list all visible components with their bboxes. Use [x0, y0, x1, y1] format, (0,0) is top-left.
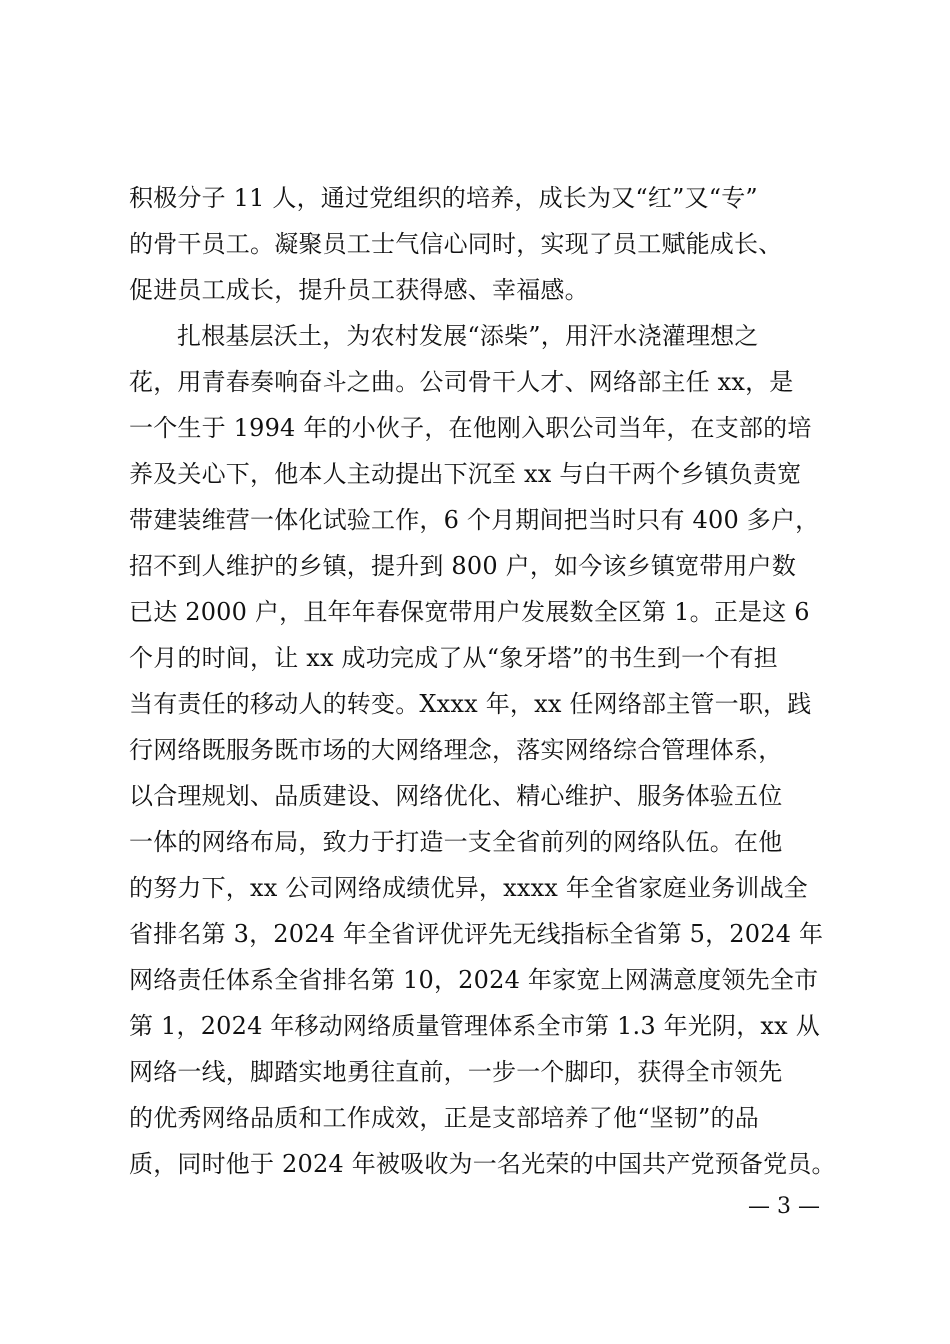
text-line: 带建装维营一体化试验工作，6 个月期间把当时只有 400 多户，: [129, 506, 820, 534]
text-line: 一个生于 1994 年的小伙子，在他刚入职公司当年，在支部的培: [129, 414, 812, 442]
text-line: 第 1，2024 年移动网络质量管理体系全市第 1.3 年光阴，xx 从: [129, 1012, 820, 1040]
text-line: 个月的时间，让 xx 成功完成了从“象牙塔”的书生到一个有担: [129, 644, 778, 672]
text-line: 的努力下，xx 公司网络成绩优异，xxxx 年全省家庭业务训战全: [129, 874, 808, 902]
text-line: 积极分子 11 人，通过党组织的培养，成长为又“红”又“专”: [129, 184, 758, 212]
page-number: — 3 —: [748, 1194, 820, 1219]
text-line: 花，用青春奏响奋斗之曲。公司骨干人才、网络部主任 xx，是: [129, 368, 794, 396]
text-line: 一体的网络布局，致力于打造一支全省前列的网络队伍。在他: [129, 828, 783, 856]
text-line: 以合理规划、品质建设、网络优化、精心维护、服务体验五位: [129, 782, 783, 810]
text-line: 已达 2000 户，且年年春保宽带用户发展数全区第 1。正是这 6: [129, 598, 810, 626]
text-line: 质，同时他于 2024 年被吸收为一名光荣的中国共产党预备党员。: [129, 1150, 836, 1178]
text-line: 养及关心下，他本人主动提出下沉至 xx 与白干两个乡镇负责宽: [129, 460, 802, 488]
text-line: 当有责任的移动人的转变。Xxxx 年，xx 任网络部主管一职，践: [129, 690, 812, 718]
text-line: 网络责任体系全省排名第 10，2024 年家宽上网满意度领先全市: [129, 966, 819, 994]
text-line: 的优秀网络品质和工作成效，正是支部培养了他“坚韧”的品: [129, 1104, 759, 1132]
text-line: 的骨干员工。凝聚员工士气信心同时，实现了员工赋能成长、: [129, 230, 783, 258]
text-line: 网络一线，脚踏实地勇往直前，一步一个脚印，获得全市领先: [129, 1058, 783, 1086]
text-line: 招不到人维护的乡镇，提升到 800 户，如今该乡镇宽带用户数: [129, 552, 797, 580]
text-line: 省排名第 3，2024 年全省评优评先无线指标全省第 5，2024 年: [129, 920, 824, 948]
text-line: 行网络既服务既市场的大网络理念，落实网络综合管理体系，: [129, 736, 783, 764]
text-line: 促进员工成长，提升员工获得感、幸福感。: [129, 276, 589, 304]
paragraph-first-line: 扎根基层沃土，为农村发展“添柴”，用汗水浇灌理想之: [177, 322, 759, 350]
